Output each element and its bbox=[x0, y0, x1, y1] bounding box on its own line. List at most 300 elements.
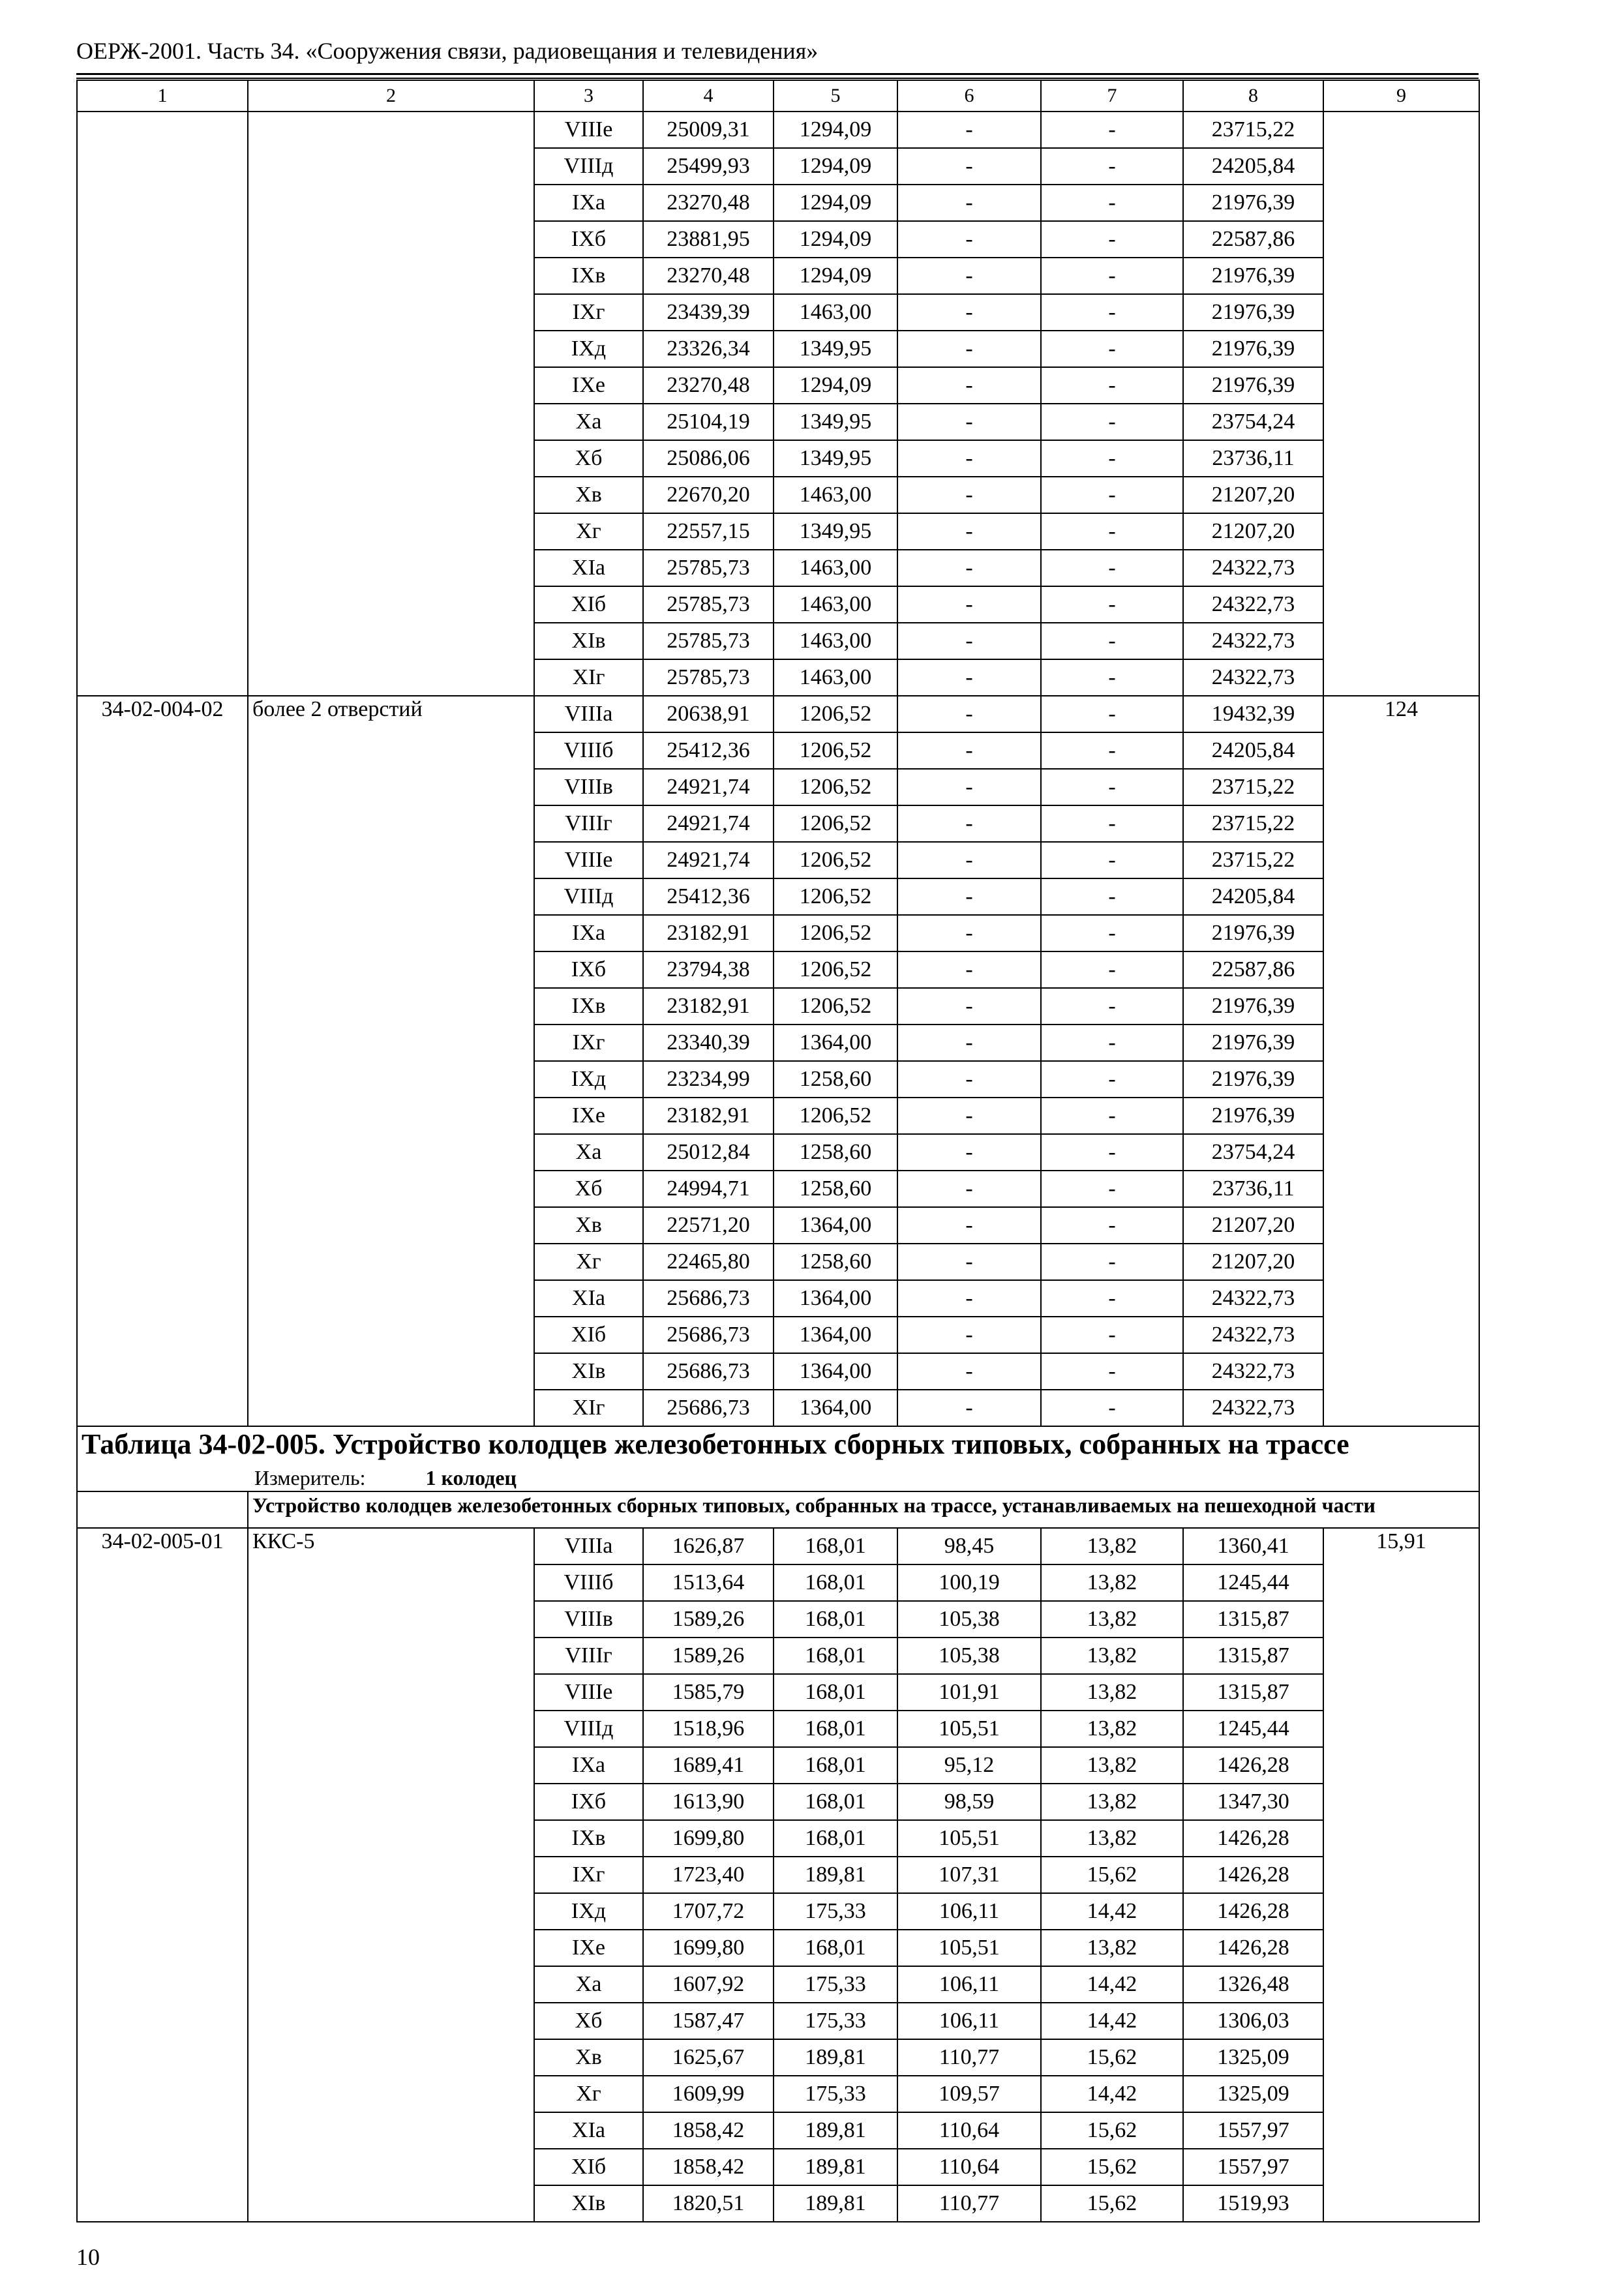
value-cell: - bbox=[1041, 550, 1183, 586]
value-cell: 1858,42 bbox=[643, 2112, 774, 2149]
value-cell: 1463,00 bbox=[774, 294, 897, 331]
value-cell: 1463,00 bbox=[774, 623, 897, 659]
value-cell: 1613,90 bbox=[643, 1784, 774, 1820]
value-cell: - bbox=[897, 878, 1041, 915]
value-cell: - bbox=[1041, 915, 1183, 951]
value-cell: 25086,06 bbox=[643, 440, 774, 477]
zone-cell: XIа bbox=[534, 2112, 643, 2149]
value-cell: 1325,09 bbox=[1183, 2039, 1323, 2076]
table-row bbox=[77, 1528, 1479, 1564]
value-cell: 24921,74 bbox=[643, 805, 774, 842]
value-cell: 98,59 bbox=[897, 1784, 1041, 1820]
value-cell: 23340,39 bbox=[643, 1025, 774, 1061]
value-cell: 21207,20 bbox=[1183, 1207, 1323, 1244]
value-cell: 1206,52 bbox=[774, 769, 897, 805]
zone-cell: IXд bbox=[534, 1061, 643, 1098]
value-cell: 23234,99 bbox=[643, 1061, 774, 1098]
value-cell: 1463,00 bbox=[774, 586, 897, 623]
value-cell: - bbox=[1041, 769, 1183, 805]
value-cell: 25009,31 bbox=[643, 112, 774, 148]
value-cell: 15,62 bbox=[1041, 2112, 1183, 2149]
value-cell: - bbox=[897, 1171, 1041, 1207]
value-cell: 1364,00 bbox=[774, 1353, 897, 1390]
value-cell: - bbox=[897, 951, 1041, 988]
value-cell: - bbox=[897, 1098, 1041, 1134]
value-cell: 1364,00 bbox=[774, 1207, 897, 1244]
value-cell: 13,82 bbox=[1041, 1638, 1183, 1674]
value-cell: - bbox=[1041, 951, 1183, 988]
value-cell: 22571,20 bbox=[643, 1207, 774, 1244]
column-number: 4 bbox=[643, 80, 774, 112]
value-cell: 110,77 bbox=[897, 2039, 1041, 2076]
value-cell: 1364,00 bbox=[774, 1317, 897, 1353]
value-cell: 25686,73 bbox=[643, 1280, 774, 1317]
value-cell: 19432,39 bbox=[1183, 696, 1323, 732]
value-cell: - bbox=[1041, 221, 1183, 258]
value-cell: 168,01 bbox=[774, 1528, 897, 1564]
value-cell: - bbox=[1041, 477, 1183, 513]
running-header: ОЕРЖ-2001. Часть 34. «Сооружения связи, радиовещания и телевидения» bbox=[76, 38, 819, 64]
value-cell: - bbox=[1041, 513, 1183, 550]
value-cell: - bbox=[1041, 1207, 1183, 1244]
value-cell: 1699,80 bbox=[643, 1930, 774, 1966]
zone-cell: XIг bbox=[534, 1390, 643, 1426]
value-cell: - bbox=[897, 1134, 1041, 1171]
value-cell: - bbox=[897, 1244, 1041, 1280]
zone-cell: IXд bbox=[534, 1893, 643, 1930]
value-cell: 21976,39 bbox=[1183, 988, 1323, 1025]
value-cell: - bbox=[897, 623, 1041, 659]
value-cell: 24921,74 bbox=[643, 842, 774, 878]
table-row bbox=[77, 696, 1479, 732]
value-cell: 23270,48 bbox=[643, 185, 774, 221]
value-cell: 21207,20 bbox=[1183, 1244, 1323, 1280]
value-cell: - bbox=[897, 258, 1041, 294]
value-cell: 1258,60 bbox=[774, 1134, 897, 1171]
value-cell: 23794,38 bbox=[643, 951, 774, 988]
zone-cell: IXб bbox=[534, 221, 643, 258]
value-cell: - bbox=[1041, 1098, 1183, 1134]
value-cell: 23270,48 bbox=[643, 367, 774, 404]
zone-cell: IXг bbox=[534, 1857, 643, 1893]
value-cell: - bbox=[897, 404, 1041, 440]
section-heading: Устройство колодцев железобетонных сборных типовых, собранных на трассе, устанавливаемых на пешеходной части bbox=[248, 1491, 1479, 1528]
value-cell: 24322,73 bbox=[1183, 1353, 1323, 1390]
value-cell: 1689,41 bbox=[643, 1747, 774, 1784]
value-cell: - bbox=[1041, 623, 1183, 659]
value-cell: 110,64 bbox=[897, 2112, 1041, 2149]
value-cell: 1349,95 bbox=[774, 440, 897, 477]
zone-cell: XIв bbox=[534, 2185, 643, 2222]
value-cell: 21976,39 bbox=[1183, 1025, 1323, 1061]
value-cell: 105,51 bbox=[897, 1820, 1041, 1857]
value-cell: 22557,15 bbox=[643, 513, 774, 550]
value-cell: 1463,00 bbox=[774, 659, 897, 696]
value-cell: 25412,36 bbox=[643, 878, 774, 915]
value-cell: 14,42 bbox=[1041, 2076, 1183, 2112]
value-cell: - bbox=[1041, 696, 1183, 732]
value-cell: 1360,41 bbox=[1183, 1528, 1323, 1564]
value-cell: 1294,09 bbox=[774, 112, 897, 148]
value-cell: 21976,39 bbox=[1183, 915, 1323, 951]
value-cell: - bbox=[1041, 331, 1183, 367]
value-cell: 1294,09 bbox=[774, 367, 897, 404]
value-cell: 1206,52 bbox=[774, 915, 897, 951]
value-cell: - bbox=[897, 1280, 1041, 1317]
zone-cell: XIв bbox=[534, 623, 643, 659]
value-cell: 23182,91 bbox=[643, 1098, 774, 1134]
value-cell: - bbox=[1041, 842, 1183, 878]
column-number: 6 bbox=[897, 80, 1041, 112]
zone-cell: VIIIг bbox=[534, 1638, 643, 1674]
value-cell: 25686,73 bbox=[643, 1317, 774, 1353]
value-cell: 168,01 bbox=[774, 1638, 897, 1674]
value-cell: 13,82 bbox=[1041, 1564, 1183, 1601]
value-cell: 21976,39 bbox=[1183, 331, 1323, 367]
value-cell: 110,77 bbox=[897, 2185, 1041, 2222]
value-cell: 1589,26 bbox=[643, 1601, 774, 1638]
value-cell: 106,11 bbox=[897, 1893, 1041, 1930]
value-cell: 13,82 bbox=[1041, 1674, 1183, 1711]
value-cell: 1518,96 bbox=[643, 1711, 774, 1747]
value-cell: 1426,28 bbox=[1183, 1820, 1323, 1857]
value-cell: 168,01 bbox=[774, 1601, 897, 1638]
value-cell: 1349,95 bbox=[774, 404, 897, 440]
value-cell: 1258,60 bbox=[774, 1061, 897, 1098]
value-cell: 168,01 bbox=[774, 1784, 897, 1820]
value-cell: - bbox=[1041, 1134, 1183, 1171]
column-number: 5 bbox=[774, 80, 897, 112]
zone-cell: IXв bbox=[534, 988, 643, 1025]
column-number-row bbox=[77, 80, 1479, 112]
value-cell: - bbox=[897, 148, 1041, 185]
value-cell: 1206,52 bbox=[774, 988, 897, 1025]
value-cell: - bbox=[897, 1390, 1041, 1426]
column-number: 1 bbox=[77, 80, 248, 112]
value-cell: 168,01 bbox=[774, 1930, 897, 1966]
zone-cell: XIа bbox=[534, 1280, 643, 1317]
value-cell: 24322,73 bbox=[1183, 586, 1323, 623]
value-cell: 106,11 bbox=[897, 1966, 1041, 2003]
value-cell: 1245,44 bbox=[1183, 1564, 1323, 1601]
value-cell: - bbox=[897, 769, 1041, 805]
value-cell: 25785,73 bbox=[643, 550, 774, 586]
value-cell: 1858,42 bbox=[643, 2149, 774, 2185]
value-cell: 14,42 bbox=[1041, 1966, 1183, 2003]
zone-cell: IXа bbox=[534, 1747, 643, 1784]
value-cell: - bbox=[1041, 1390, 1183, 1426]
value-cell: - bbox=[1041, 659, 1183, 696]
value-cell: 1426,28 bbox=[1183, 1893, 1323, 1930]
value-cell: - bbox=[897, 367, 1041, 404]
value-cell: - bbox=[897, 1317, 1041, 1353]
value-cell: 1364,00 bbox=[774, 1390, 897, 1426]
value-cell: 24205,84 bbox=[1183, 732, 1323, 769]
zone-cell: Xв bbox=[534, 1207, 643, 1244]
value-cell: 110,64 bbox=[897, 2149, 1041, 2185]
value-cell: 1206,52 bbox=[774, 696, 897, 732]
value-cell: 1426,28 bbox=[1183, 1930, 1323, 1966]
zone-cell: Xб bbox=[534, 1171, 643, 1207]
value-cell: 1723,40 bbox=[643, 1857, 774, 1893]
value-cell: 105,38 bbox=[897, 1601, 1041, 1638]
value-cell: 100,19 bbox=[897, 1564, 1041, 1601]
value-cell: 1326,48 bbox=[1183, 1966, 1323, 2003]
value-cell: 24994,71 bbox=[643, 1171, 774, 1207]
value-cell: - bbox=[897, 988, 1041, 1025]
zone-cell: VIIIб bbox=[534, 732, 643, 769]
value-cell: 22587,86 bbox=[1183, 951, 1323, 988]
value-cell: 23182,91 bbox=[643, 915, 774, 951]
zone-cell: XIа bbox=[534, 550, 643, 586]
value-cell: - bbox=[897, 440, 1041, 477]
value-cell: - bbox=[897, 1207, 1041, 1244]
zone-cell: IXа bbox=[534, 915, 643, 951]
value-cell: - bbox=[897, 659, 1041, 696]
value-cell: 1626,87 bbox=[643, 1528, 774, 1564]
value-cell: - bbox=[1041, 988, 1183, 1025]
value-cell: - bbox=[897, 112, 1041, 148]
value-cell: - bbox=[1041, 440, 1183, 477]
value-cell: 1463,00 bbox=[774, 550, 897, 586]
value-cell: 21976,39 bbox=[1183, 1098, 1323, 1134]
zone-cell: Xб bbox=[534, 440, 643, 477]
work-name-cell bbox=[248, 112, 534, 696]
value-cell: 25499,93 bbox=[643, 148, 774, 185]
value-cell: 24205,84 bbox=[1183, 148, 1323, 185]
value-cell: 1609,99 bbox=[643, 2076, 774, 2112]
value-cell: - bbox=[1041, 367, 1183, 404]
value-cell: 107,31 bbox=[897, 1857, 1041, 1893]
table-title-row bbox=[77, 1426, 1479, 1491]
value-cell: - bbox=[1041, 805, 1183, 842]
zone-cell: IXе bbox=[534, 1930, 643, 1966]
meter-value: 1 колодец bbox=[425, 1466, 517, 1489]
column-number: 9 bbox=[1323, 80, 1479, 112]
value-cell: 1364,00 bbox=[774, 1025, 897, 1061]
value-cell: 1306,03 bbox=[1183, 2003, 1323, 2039]
value-cell: 24322,73 bbox=[1183, 1317, 1323, 1353]
value-cell: 13,82 bbox=[1041, 1711, 1183, 1747]
value-cell: - bbox=[897, 586, 1041, 623]
value-cell: 1206,52 bbox=[774, 951, 897, 988]
value-cell: 13,82 bbox=[1041, 1930, 1183, 1966]
value-cell: 15,62 bbox=[1041, 1857, 1183, 1893]
value-cell: - bbox=[1041, 294, 1183, 331]
work-name-cell: ККС-5 bbox=[248, 1528, 534, 2222]
value-cell: 13,82 bbox=[1041, 1528, 1183, 1564]
value-cell: 1294,09 bbox=[774, 258, 897, 294]
table-body bbox=[77, 80, 1479, 2222]
column-number: 2 bbox=[248, 80, 534, 112]
value-cell: 1426,28 bbox=[1183, 1857, 1323, 1893]
column-9-cell: 124 bbox=[1323, 696, 1479, 1426]
zone-cell: VIIIе bbox=[534, 112, 643, 148]
zone-cell: Xг bbox=[534, 513, 643, 550]
value-cell: 22587,86 bbox=[1183, 221, 1323, 258]
value-cell: 25785,73 bbox=[643, 586, 774, 623]
value-cell: 15,62 bbox=[1041, 2039, 1183, 2076]
value-cell: 1294,09 bbox=[774, 185, 897, 221]
value-cell: 13,82 bbox=[1041, 1601, 1183, 1638]
value-cell: 1513,64 bbox=[643, 1564, 774, 1601]
page-number: 10 bbox=[76, 2244, 100, 2270]
value-cell: 1315,87 bbox=[1183, 1601, 1323, 1638]
value-cell: - bbox=[1041, 258, 1183, 294]
value-cell: - bbox=[897, 732, 1041, 769]
value-cell: 25104,19 bbox=[643, 404, 774, 440]
value-cell: 1699,80 bbox=[643, 1820, 774, 1857]
value-cell: 21976,39 bbox=[1183, 1061, 1323, 1098]
value-cell: - bbox=[1041, 404, 1183, 440]
value-cell: 23715,22 bbox=[1183, 805, 1323, 842]
zone-cell: XIв bbox=[534, 1353, 643, 1390]
value-cell: 23736,11 bbox=[1183, 440, 1323, 477]
value-cell: - bbox=[897, 513, 1041, 550]
value-cell: 24205,84 bbox=[1183, 878, 1323, 915]
value-cell: - bbox=[897, 915, 1041, 951]
value-cell: 22670,20 bbox=[643, 477, 774, 513]
value-cell: 168,01 bbox=[774, 1820, 897, 1857]
value-cell: 25412,36 bbox=[643, 732, 774, 769]
zone-cell: IXа bbox=[534, 185, 643, 221]
value-cell: 1245,44 bbox=[1183, 1711, 1323, 1747]
zone-cell: VIIIв bbox=[534, 1601, 643, 1638]
value-cell: 1589,26 bbox=[643, 1638, 774, 1674]
zone-cell: XIб bbox=[534, 1317, 643, 1353]
value-cell: 168,01 bbox=[774, 1564, 897, 1601]
zone-cell: Xа bbox=[534, 1966, 643, 2003]
value-cell: 21976,39 bbox=[1183, 185, 1323, 221]
value-cell: - bbox=[897, 550, 1041, 586]
value-cell: 98,45 bbox=[897, 1528, 1041, 1564]
value-cell: 25686,73 bbox=[643, 1390, 774, 1426]
value-cell: 1519,93 bbox=[1183, 2185, 1323, 2222]
zone-cell: IXе bbox=[534, 1098, 643, 1134]
value-cell: - bbox=[897, 221, 1041, 258]
value-cell: - bbox=[1041, 732, 1183, 769]
value-cell: 24322,73 bbox=[1183, 550, 1323, 586]
value-cell: 23439,39 bbox=[643, 294, 774, 331]
meter-line bbox=[82, 1465, 1475, 1491]
value-cell: 175,33 bbox=[774, 2003, 897, 2039]
value-cell: 1426,28 bbox=[1183, 1747, 1323, 1784]
rate-code-cell: 34-02-005-01 bbox=[77, 1528, 248, 2222]
value-cell: 168,01 bbox=[774, 1674, 897, 1711]
table-row bbox=[77, 112, 1479, 148]
zone-cell: Xа bbox=[534, 1134, 643, 1171]
column-number: 8 bbox=[1183, 80, 1323, 112]
value-cell: 25686,73 bbox=[643, 1353, 774, 1390]
value-cell: - bbox=[897, 696, 1041, 732]
rates-table bbox=[76, 80, 1480, 2222]
zone-cell: IXб bbox=[534, 951, 643, 988]
value-cell: 189,81 bbox=[774, 2112, 897, 2149]
value-cell: 1258,60 bbox=[774, 1244, 897, 1280]
value-cell: 105,38 bbox=[897, 1638, 1041, 1674]
value-cell: 13,82 bbox=[1041, 1784, 1183, 1820]
value-cell: - bbox=[897, 294, 1041, 331]
value-cell: - bbox=[1041, 185, 1183, 221]
value-cell: 1258,60 bbox=[774, 1171, 897, 1207]
value-cell: 23754,24 bbox=[1183, 1134, 1323, 1171]
zone-cell: VIIIд bbox=[534, 1711, 643, 1747]
zone-cell: XIг bbox=[534, 659, 643, 696]
value-cell: 24322,73 bbox=[1183, 623, 1323, 659]
value-cell: 1294,09 bbox=[774, 148, 897, 185]
work-name-cell: более 2 отверстий bbox=[248, 696, 534, 1426]
value-cell: - bbox=[1041, 878, 1183, 915]
column-9-cell bbox=[1323, 112, 1479, 696]
zone-cell: VIIIд bbox=[534, 878, 643, 915]
table-title-cell bbox=[77, 1426, 1479, 1491]
zone-cell: VIIIа bbox=[534, 1528, 643, 1564]
value-cell: 189,81 bbox=[774, 2149, 897, 2185]
value-cell: - bbox=[897, 1061, 1041, 1098]
value-cell: - bbox=[1041, 586, 1183, 623]
value-cell: 189,81 bbox=[774, 2039, 897, 2076]
value-cell: - bbox=[1041, 1025, 1183, 1061]
zone-cell: VIIIе bbox=[534, 1674, 643, 1711]
value-cell: 1349,95 bbox=[774, 331, 897, 367]
value-cell: 13,82 bbox=[1041, 1820, 1183, 1857]
zone-cell: XIб bbox=[534, 586, 643, 623]
value-cell: 105,51 bbox=[897, 1930, 1041, 1966]
zone-cell: VIIIб bbox=[534, 1564, 643, 1601]
zone-cell: IXб bbox=[534, 1784, 643, 1820]
value-cell: - bbox=[1041, 112, 1183, 148]
value-cell: - bbox=[897, 185, 1041, 221]
value-cell: - bbox=[897, 805, 1041, 842]
value-cell: - bbox=[897, 477, 1041, 513]
value-cell: 106,11 bbox=[897, 2003, 1041, 2039]
zone-cell: VIIIг bbox=[534, 805, 643, 842]
value-cell: - bbox=[1041, 1353, 1183, 1390]
value-cell: - bbox=[1041, 1317, 1183, 1353]
value-cell: 1707,72 bbox=[643, 1893, 774, 1930]
value-cell: 1557,97 bbox=[1183, 2112, 1323, 2149]
value-cell: 1206,52 bbox=[774, 732, 897, 769]
value-cell: - bbox=[1041, 148, 1183, 185]
value-cell: 189,81 bbox=[774, 1857, 897, 1893]
value-cell: 23326,34 bbox=[643, 331, 774, 367]
zone-cell: Xв bbox=[534, 477, 643, 513]
column-number: 3 bbox=[534, 80, 643, 112]
zone-cell: VIIIд bbox=[534, 148, 643, 185]
meter-label: Измеритель: bbox=[254, 1466, 366, 1489]
value-cell: 1315,87 bbox=[1183, 1638, 1323, 1674]
value-cell: 168,01 bbox=[774, 1747, 897, 1784]
value-cell: 14,42 bbox=[1041, 1893, 1183, 1930]
empty-cell bbox=[77, 1491, 248, 1528]
value-cell: 21976,39 bbox=[1183, 367, 1323, 404]
column-number: 7 bbox=[1041, 80, 1183, 112]
value-cell: 105,51 bbox=[897, 1711, 1041, 1747]
value-cell: 25785,73 bbox=[643, 659, 774, 696]
zone-cell: Xб bbox=[534, 2003, 643, 2039]
value-cell: 168,01 bbox=[774, 1711, 897, 1747]
value-cell: 24921,74 bbox=[643, 769, 774, 805]
value-cell: 21976,39 bbox=[1183, 258, 1323, 294]
value-cell: 1607,92 bbox=[643, 1966, 774, 2003]
value-cell: 23881,95 bbox=[643, 221, 774, 258]
value-cell: 1349,95 bbox=[774, 513, 897, 550]
value-cell: 95,12 bbox=[897, 1747, 1041, 1784]
value-cell: - bbox=[1041, 1061, 1183, 1098]
zone-cell: VIIIв bbox=[534, 769, 643, 805]
value-cell: - bbox=[1041, 1244, 1183, 1280]
value-cell: 1315,87 bbox=[1183, 1674, 1323, 1711]
